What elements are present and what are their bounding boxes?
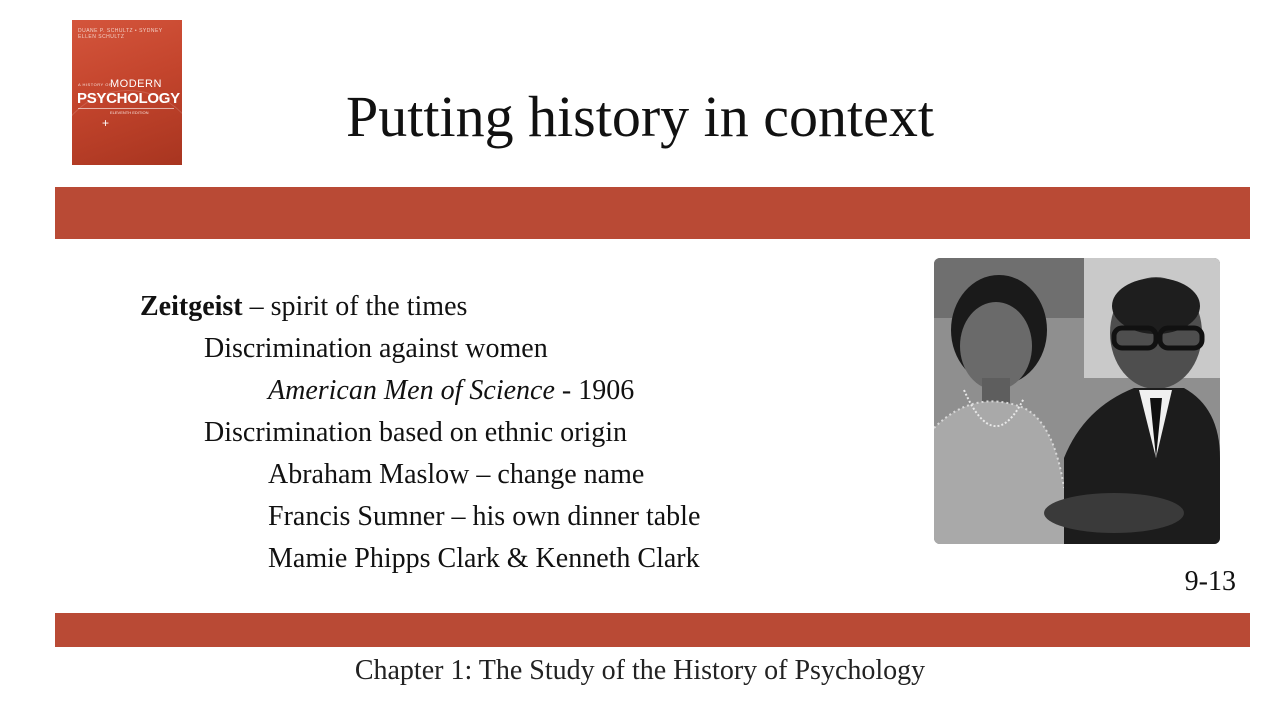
bullet-women: Discrimination against women (204, 333, 548, 364)
bullet-list (140, 286, 700, 580)
bullet-zeitgeist (140, 286, 700, 328)
book-authors: DUANE P. SCHULTZ • SYDNEY ELLEN SCHULTZ (78, 28, 163, 40)
slide-title: Putting history in context (345, 84, 935, 149)
bullet-clark: Mamie Phipps Clark & Kenneth Clark (268, 543, 700, 574)
ams-title: American Men of Science (268, 375, 555, 406)
book-series: A HISTORY OF (78, 82, 112, 87)
slide-number: 9-13 (1184, 566, 1236, 597)
zeitgeist-term: Zeitgeist (140, 291, 243, 322)
footer-chapter-title: Chapter 1: The Study of the History of Psychology (354, 655, 926, 686)
clark-photo-illustration (934, 258, 1220, 544)
bottom-band (55, 613, 1250, 647)
book-title-line2: PSYCHOLOGY (77, 90, 180, 107)
bullet-ams (140, 370, 700, 412)
clark-photo (934, 258, 1220, 544)
plus-icon: + (102, 116, 110, 130)
ams-year: - 1906 (554, 375, 635, 406)
bullet-ethnic: Discrimination based on ethnic origin (204, 417, 628, 448)
top-band (55, 187, 1250, 239)
book-edition: ELEVENTH EDITION (110, 110, 149, 115)
bullet-maslow: Abraham Maslow – change name (268, 459, 645, 490)
zeitgeist-definition: – spirit of the times (242, 291, 468, 322)
bullet-sumner: Francis Sumner – his own dinner table (268, 501, 701, 532)
book-title-line1: MODERN (110, 78, 162, 90)
